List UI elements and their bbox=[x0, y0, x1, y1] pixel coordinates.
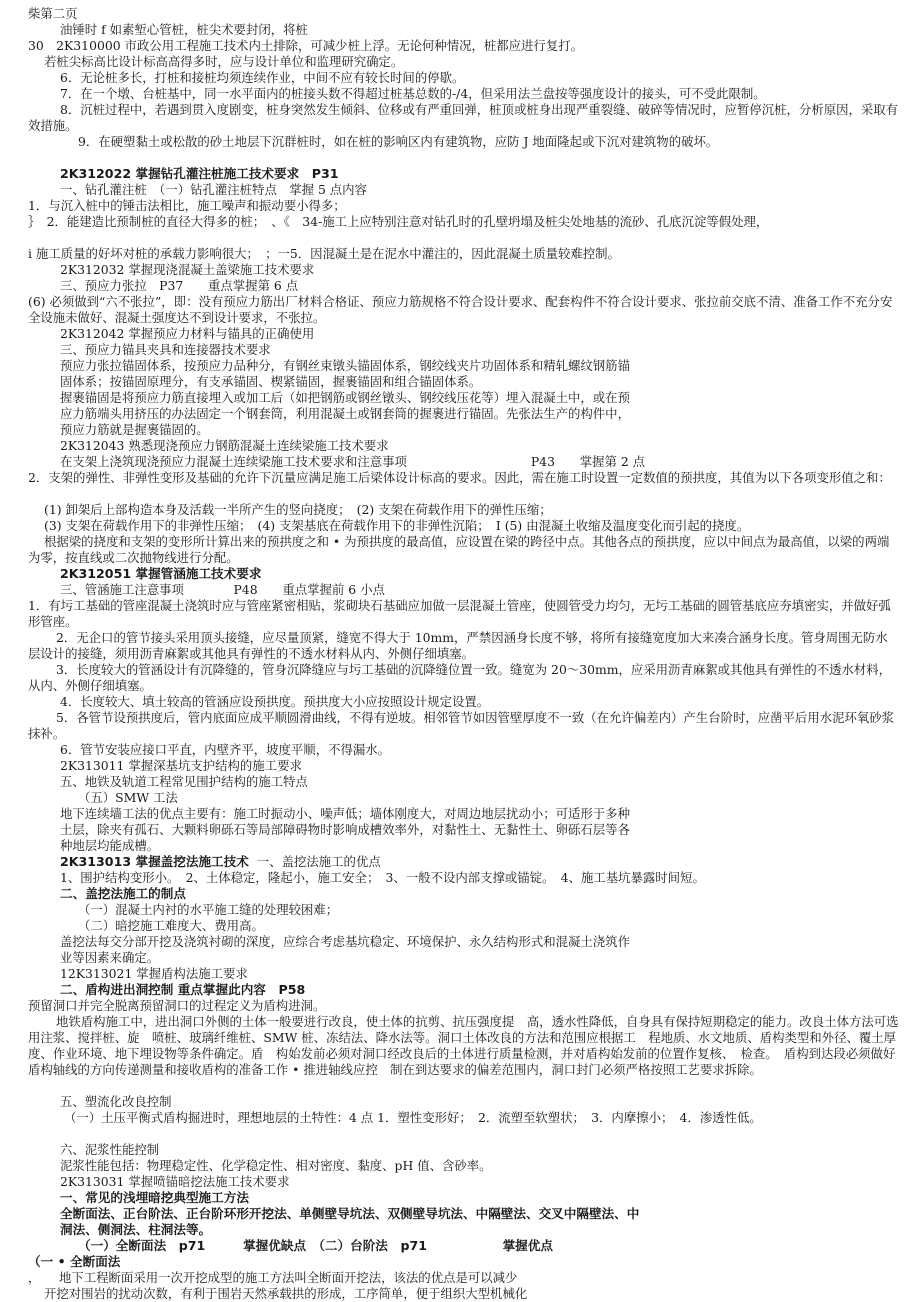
subheading: （一）全断面法 p71 掌握优缺点 （二）台阶法 p71 掌握优点 bbox=[78, 1238, 553, 1253]
text-line: 业等因素来确定。 bbox=[60, 950, 160, 965]
section-heading: 2K312032 掌握现浇混凝土盖梁施工技术要求 bbox=[60, 262, 315, 277]
text-line: 6．管节安装应接口平直，内壁齐平，坡度平顺，不得漏水。 bbox=[60, 742, 391, 757]
subheading: 二、盖挖法施工的制点 bbox=[60, 886, 186, 901]
text-paragraph: 3．长度较大的管涵设计有沉降缝的，管身沉降缝应与圬工基础的沉降缝位置一致。缝宽为 20～30mm，应采用沥青麻絮或其他具有弹性的不透水材料，从内、外侧仔细填塞。 bbox=[28, 662, 892, 694]
text-line: 预留洞口并完全脱离预留洞口的过程定义为盾构进洞。 bbox=[28, 998, 326, 1013]
section-heading: 2K312051 掌握管涵施工技术要求 bbox=[60, 566, 262, 581]
subheading: 一、盖挖法施工的优点 bbox=[256, 854, 381, 869]
section-heading: 2K312022 掌握钻孔灌注桩施工技术要求 P31 bbox=[60, 166, 339, 181]
section-heading: 2K313011 掌握深基坑支护结构的施工要求 bbox=[60, 758, 302, 773]
subheading: 一、常见的浅埋暗挖典型施工方法 bbox=[60, 1190, 249, 1205]
text-line: 三、管涵施工注意事项 P48 重点掌握前 6 小点 bbox=[60, 582, 385, 597]
text-line: （五）SMW 工法 bbox=[78, 790, 178, 805]
text-line: （一）混凝土内衬的水平施工缝的处理较困难； bbox=[78, 902, 339, 917]
section-heading: 2K313031 掌握喷锚暗挖法施工技术要求 bbox=[60, 1174, 290, 1189]
text-paragraph: 根据梁的挠度和支架的变形所计算出来的预拱度之和 • 为预拱度的最高值，应设置在梁的跨径中点。其他各点的预拱度，应以中间点为最高值，以梁的两端为零，按直线或二次抛物线进行分配。 bbox=[28, 534, 890, 566]
text-paragraph: 地铁盾构施工中，进出洞口外侧的土体一般要进行改良，使土体的抗剪、抗压强度提 高，透水性降低，自身具有保持短期稳定的能力。改良土体方法可选用注浆、搅拌桩、旋 喷桩、玻璃纤维桩、SMW 桩、冻结法、降水法等。洞口土体改良的方法和范围应根据工 程地质、水文地质、盾构类型和外径、覆土厚度、作业环境、地下埋设物等条件确定。盾 构始发前必须对洞口经改良后的土体进行质量检测，并对盾构始发前的位置作复核、 检查。 盾构到达段必须做好盾构轴线的方向传递测量和接收盾构的准备工作 • 推进轴线应控 制在到达要求的偏差范围内，洞口封门必须严格按照工艺要求拆除。 bbox=[28, 1014, 899, 1078]
text-line: 1、围护结构变形小。 2、土体稳定，隆起小，施工安全； 3、一般不设内部支撑或锚锭。 4、施工基坑暴露时间短。 bbox=[60, 870, 705, 885]
text-line: i 施工质量的好坏对桩的承载力影响很大； ；一5．因混凝土是在泥水中灌注的，因此混凝土质量较难控制。 bbox=[28, 246, 620, 261]
text-line: 固体系；按锚固原理分，有支承锚固、楔紧锚固，握裹锚固和组合锚固体系。 bbox=[60, 374, 482, 389]
subheading: 二、盾构进出洞控制 重点掌握此内容 P58 bbox=[60, 982, 306, 997]
text-line: 预应力张拉锚固体系，按预应力品种分，有钢丝束镦头锚固体系，钢绞线夹片功固体系和精轧螺纹钢筋锚 bbox=[60, 358, 630, 373]
text-paragraph: 8．沉桩过程中，若遇到贯入度剧变，桩身突然发生倾斜、位移或有严重回弹，桩顶或桩身出现严重裂缝、破碎等情况时，应暂停沉桩，分析原因，采取有效措施。 bbox=[28, 102, 899, 134]
text-line: 一、钻孔灌注桩 （一）钻孔灌注桩特点 掌握 5 点内容 bbox=[60, 182, 367, 197]
text-line: 盖挖法每交分部开挖及浇筑衬砌的深度，应综合考虑基坑稳定、环境保护、永久结构形式和混凝土浇筑作 bbox=[60, 934, 630, 949]
text-line: 油锤时 f 如素堑心管桩，桩尖术要封闭，将桩 bbox=[60, 22, 308, 37]
text-line: 握裹锚固是将预应力筋直接埋入或加工后（如把钢筋或钢丝镦头、钢绞线压花等）埋入混凝土中，或在预 bbox=[60, 390, 630, 405]
text-line: 全断面法、正台阶法、正台阶环形开挖法、单侧壁导坑法、双侧壁导坑法、中隔壁法、交叉中隔壁法、中 bbox=[60, 1206, 640, 1221]
text-line: 6．无论桩多长，打桩和接桩均须连续作业，中间不应有较长时间的停歇。 bbox=[60, 70, 465, 85]
section-heading: 2K312042 掌握预应力材料与锚具的正确使用 bbox=[60, 326, 315, 341]
text-line: 泥浆性能包括：物理稳定性、化学稳定性、相对密度、黏度、pH 值、含砂率。 bbox=[60, 1158, 492, 1173]
text-line: 若桩尖标高比设计标高高得多时，应与设计单位和监理研究确定。 bbox=[44, 54, 404, 69]
text-line: 地下连续墙工法的优点主要有：施工时振动小、噪声低；墙体刚度大，对周边地层扰动小；可适形于多种 bbox=[60, 806, 630, 821]
text-paragraph: （一）土压平衡式盾构掘进时，理想地层的土特性：4 点 1．塑性变形好； 2．流塑至软塑状； 3．内摩擦小； 4．渗透性低。 bbox=[64, 1110, 762, 1125]
subheading: 六、泥浆性能控制 bbox=[60, 1142, 160, 1157]
text-line: 五、地铁及轨道工程常见围护结构的施工特点 bbox=[60, 774, 308, 789]
text-line: （二）暗挖施工难度大、费用高。 bbox=[78, 918, 264, 933]
text-line: 洞法、侧洞法、柱洞法等。 bbox=[60, 1222, 212, 1237]
text-paragraph: 2．无企口的管节接头采用顶头接缝，应尽量顶紧，缝宽不得大于 10mm，严禁因涵身长度不够，将所有接缝宽度加大来凑合涵身长度。管身周围无防水层设计的接缝，须用沥青麻絮或其他具有弹性的不透水材料从内、外侧仔细填塞。 bbox=[28, 630, 888, 662]
text-paragraph: ｝ 2．能建造比预制桩的直径大得多的桩； 、《 34-施工上应特别注意对钻孔时的孔壁坍塌及桩尖处地基的流砂、孔底沉淀等假处理， bbox=[28, 214, 769, 229]
text-line: 4．长度较大、填土较高的管涵应设预拱度。预拱度大小应按照设计规定设置。 bbox=[60, 694, 490, 709]
text-paragraph: (6) 必须做到“六不张拉”，即：没有预应力筋出厂材料合格证、预应力筋规格不符合设计要求、配套构件不符合设计要求、张拉前交底不清、准备工作不充分安全设施未做好、混凝土强度达不到设计要求，不张拉。 bbox=[28, 294, 893, 326]
text-line: ， 地下工程断面采用一次开挖成型的施工方法叫全断面开挖法，该法的优点是可以减少 bbox=[28, 1270, 518, 1285]
section-heading: 2K312043 熟悉现浇预应力钢筋混凝土连续梁施工技术要求 bbox=[60, 438, 389, 453]
text-line: 1．与沉入桩中的锤击法相比，施工噪声和振动要小得多； bbox=[28, 198, 346, 213]
text-line: 在支架上浇筑现浇预应力混凝土连续梁施工技术要求和注意事项 P43 掌握第 2 点 bbox=[60, 454, 646, 469]
section-heading: 2K313013 掌握盖挖法施工技术 bbox=[60, 854, 249, 869]
page-header: 柴第二页 bbox=[28, 6, 78, 21]
text-line: 应力筋端头用挤压的办法固定一个钢套筒，利用混凝土或钢套筒的握裹进行锚固。先张法生产的构件中， bbox=[60, 406, 630, 421]
text-line: 开挖对围岩的扰动次数，有利于围岩天然承载拱的形成，工序简单，便于组织大型机械化 bbox=[44, 1286, 528, 1301]
text-paragraph: 5．各管节设预拱度后，管内底面应成平顺圆滑曲线，不得有逆坡。相邻管节如因管壁厚度不一致（在允许偏差内）产生台阶时，应凿平后用水泥环氧砂浆抹补。 bbox=[28, 710, 895, 742]
text-line: 三、预应力张拉 P37 重点掌握第 6 点 bbox=[60, 278, 299, 293]
subheading: （一 • 全断面法 bbox=[28, 1254, 121, 1269]
text-line: 30 2K310000 市政公用工程施工技术内土排除，可减少桩上浮。无论何种情况，桩都应进行复打。 bbox=[28, 38, 583, 53]
text-line: 预应力筋就是握裹锚固的。 bbox=[60, 422, 209, 437]
subheading: 五、塑流化改良控制 bbox=[60, 1094, 172, 1109]
text-line: 土层，除夹有孤石、大颗料卵砾石等局部障碍物时影响成槽效率外，对黏性土、无黏性土、卵砾石层等各 bbox=[60, 822, 630, 837]
section-heading: 12K313021 掌握盾构法施工要求 bbox=[60, 966, 248, 981]
text-paragraph: 2．支架的弹性、非弹性变形及基础的允许下沉量应满足施工后梁体设计标高的要求。因此，需在施工时设置一定数值的预拱度，其值为以下各项变形值之和： bbox=[28, 470, 891, 485]
text-line: 9．在硬塑黏土或松散的砂土地层下沉群桩时，如在桩的影响区内有建筑物，应防 J 地面隆起或下沉对建筑物的破坏。 bbox=[78, 134, 719, 149]
text-line: (1) 卸架后上部构造本身及活载一半所产生的竖向挠度； (2) 支架在荷载作用下的弹性压缩； bbox=[44, 502, 552, 517]
heading-line bbox=[60, 854, 900, 870]
text-line: 三、预应力锚具夹具和连接器技术要求 bbox=[60, 342, 271, 357]
text-line: 种地层均能成槽。 bbox=[60, 838, 160, 853]
text-paragraph: 1．有圬工基础的管座混凝土浇筑时应与管座紧密相贴，浆砌块石基础应加做一层混凝土管座，使圆管受力均匀，无圬工基础的圆管基底应夯填密实，并做好弧形管座。 bbox=[28, 598, 891, 630]
text-line: 7．在一个墩、台桩基中，同一水平面内的桩接头数不得超过桩基总数的-/4，但采用法兰盘按等强度设计的接头，可不受此限制。 bbox=[60, 86, 766, 101]
text-line: (3) 支架在荷载作用下的非弹性压缩； (4) 支架基底在荷载作用下的非弹性沉陷； I (5) 由混凝土收缩及温度变化而引起的挠度。 bbox=[44, 518, 750, 533]
